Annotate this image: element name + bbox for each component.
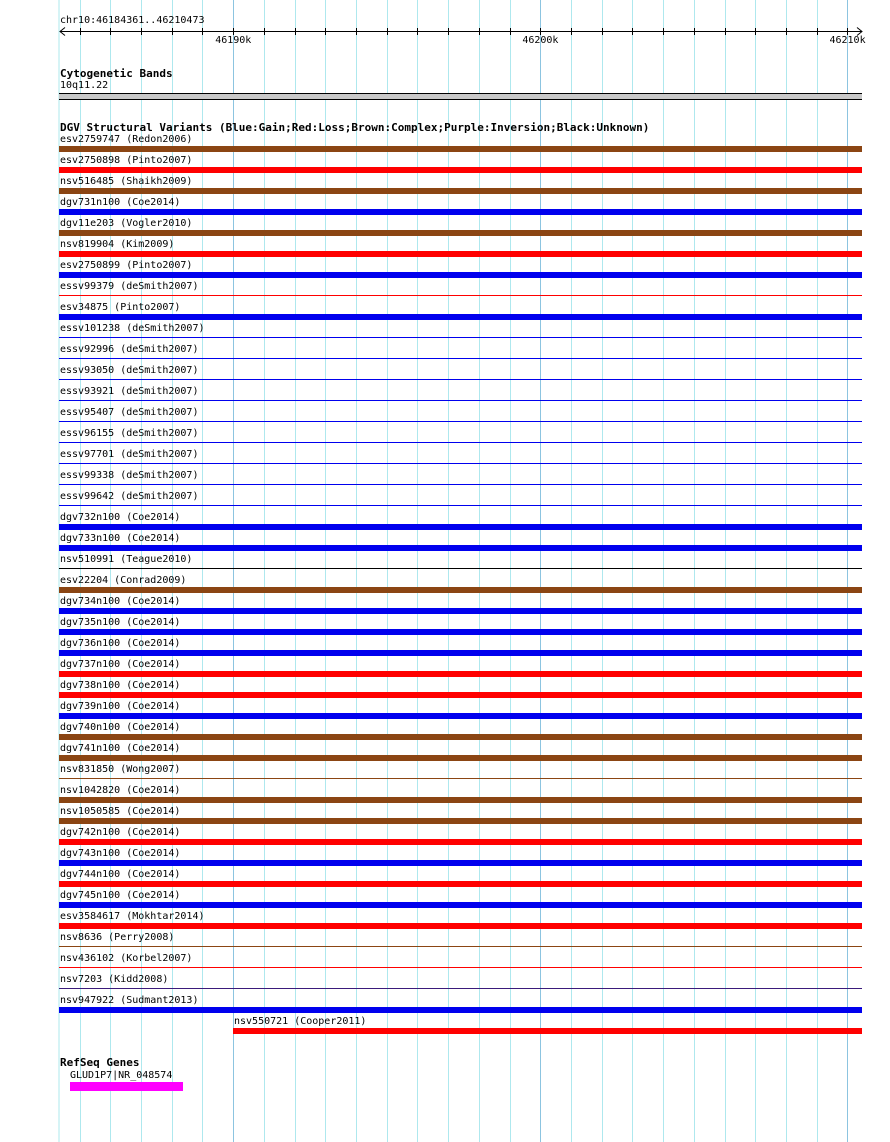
variant-bar-brown[interactable] bbox=[59, 734, 862, 740]
variant-bar-brown[interactable] bbox=[59, 778, 862, 779]
variant-bar-blue[interactable] bbox=[59, 713, 862, 719]
variant-label[interactable]: nsv8636 (Perry2008) bbox=[60, 932, 175, 943]
variant-bar-blue[interactable] bbox=[59, 379, 862, 380]
variant-bar-blue[interactable] bbox=[59, 860, 862, 866]
variant-label[interactable]: essv99642 (deSmith2007) bbox=[60, 491, 199, 502]
gene-bar[interactable] bbox=[70, 1082, 183, 1091]
variant-bar-blue[interactable] bbox=[59, 902, 862, 908]
variant-label[interactable]: dgv733n100 (Coe2014) bbox=[60, 533, 181, 544]
variant-label[interactable]: nsv1042820 (Coe2014) bbox=[60, 785, 181, 796]
variant-bar-brown[interactable] bbox=[59, 146, 862, 152]
variant-label[interactable]: dgv731n100 (Coe2014) bbox=[60, 197, 181, 208]
variant-bar-blue[interactable] bbox=[59, 272, 862, 278]
variant-label[interactable]: dgv11e203 (Vogler2010) bbox=[60, 218, 193, 229]
variant-label[interactable]: dgv732n100 (Coe2014) bbox=[60, 512, 181, 523]
variant-bar-red[interactable] bbox=[59, 295, 862, 296]
variant-bar-blue[interactable] bbox=[59, 314, 862, 320]
variant-bar-brown[interactable] bbox=[59, 818, 862, 824]
variant-label[interactable]: nsv831850 (Wong2007) bbox=[60, 764, 181, 775]
variant-bar-red[interactable] bbox=[59, 251, 862, 257]
variant-label[interactable]: nsv436102 (Korbel2007) bbox=[60, 953, 193, 964]
variant-label[interactable]: essv99338 (deSmith2007) bbox=[60, 470, 199, 481]
variant-label[interactable]: dgv742n100 (Coe2014) bbox=[60, 827, 181, 838]
variant-label[interactable]: dgv745n100 (Coe2014) bbox=[60, 890, 181, 901]
variant-label[interactable]: esv3584617 (Mokhtar2014) bbox=[60, 911, 205, 922]
gene-label[interactable]: GLUD1P7|NR_048574 bbox=[70, 1070, 173, 1081]
variant-bar-blue[interactable] bbox=[59, 608, 862, 614]
variant-label[interactable]: nsv516485 (Shaikh2009) bbox=[60, 176, 193, 187]
variant-label[interactable]: essv96155 (deSmith2007) bbox=[60, 428, 199, 439]
variant-bar-blue[interactable] bbox=[59, 650, 862, 656]
variant-bar-blue[interactable] bbox=[59, 545, 862, 551]
variant-label[interactable]: dgv735n100 (Coe2014) bbox=[60, 617, 181, 628]
variant-bar-black[interactable] bbox=[59, 568, 862, 569]
region-label: chr10:46184361..46210473 bbox=[60, 15, 205, 26]
variant-bar-blue[interactable] bbox=[59, 524, 862, 530]
variant-label[interactable]: nsv819904 (Kim2009) bbox=[60, 239, 175, 250]
variant-label[interactable]: dgv738n100 (Coe2014) bbox=[60, 680, 181, 691]
cytoband-track-title: Cytogenetic Bands bbox=[60, 67, 173, 80]
variant-bar-red[interactable] bbox=[233, 1028, 862, 1034]
variant-bar-blue[interactable] bbox=[59, 629, 862, 635]
dgv-track-title: DGV Structural Variants (Blue:Gain;Red:Loss;Brown:Complex;Purple:Inversion;Black:Unknown) bbox=[60, 121, 650, 134]
variant-label[interactable]: dgv736n100 (Coe2014) bbox=[60, 638, 181, 649]
variant-label[interactable]: essv95407 (deSmith2007) bbox=[60, 407, 199, 418]
variant-label[interactable]: nsv947922 (Sudmant2013) bbox=[60, 995, 199, 1006]
variant-bar-blue[interactable] bbox=[59, 505, 862, 506]
variant-label[interactable]: dgv739n100 (Coe2014) bbox=[60, 701, 181, 712]
variant-label[interactable]: essv97701 (deSmith2007) bbox=[60, 449, 199, 460]
variant-bar-brown[interactable] bbox=[59, 946, 862, 947]
variant-label[interactable]: nsv510991 (Teague2010) bbox=[60, 554, 193, 565]
cytoband-bar[interactable] bbox=[59, 93, 862, 100]
variant-label[interactable]: essv99379 (deSmith2007) bbox=[60, 281, 199, 292]
variant-bar-brown[interactable] bbox=[59, 230, 862, 236]
variant-bar-blue[interactable] bbox=[59, 1007, 862, 1013]
ruler-label: 46200k bbox=[522, 35, 559, 46]
variant-bar-blue[interactable] bbox=[59, 337, 862, 338]
variant-label[interactable]: dgv734n100 (Coe2014) bbox=[60, 596, 181, 607]
variant-label[interactable]: essv92996 (deSmith2007) bbox=[60, 344, 199, 355]
refseq-track-title: RefSeq Genes bbox=[60, 1056, 140, 1069]
variant-label[interactable]: nsv1050585 (Coe2014) bbox=[60, 806, 181, 817]
variant-bar-brown[interactable] bbox=[59, 797, 862, 803]
cytoband-label[interactable]: 10q11.22 bbox=[60, 80, 109, 91]
ruler-label: 46190k bbox=[215, 35, 252, 46]
variant-label[interactable]: dgv740n100 (Coe2014) bbox=[60, 722, 181, 733]
variant-bar-blue[interactable] bbox=[59, 400, 862, 401]
variant-label[interactable]: dgv744n100 (Coe2014) bbox=[60, 869, 181, 880]
variant-bar-brown[interactable] bbox=[59, 587, 862, 593]
variant-bar-red[interactable] bbox=[59, 692, 862, 698]
variant-label[interactable]: essv93921 (deSmith2007) bbox=[60, 386, 199, 397]
variant-label[interactable]: esv34875 (Pinto2007) bbox=[60, 302, 181, 313]
variant-bar-blue[interactable] bbox=[59, 463, 862, 464]
variant-bar-red[interactable] bbox=[59, 671, 862, 677]
variant-label[interactable]: esv2750899 (Pinto2007) bbox=[60, 260, 193, 271]
variant-bar-purple[interactable] bbox=[59, 988, 862, 989]
variant-label[interactable]: esv22204 (Conrad2009) bbox=[60, 575, 187, 586]
variant-bar-red[interactable] bbox=[59, 881, 862, 887]
variant-bar-brown[interactable] bbox=[59, 755, 862, 761]
variant-label[interactable]: nsv7203 (Kidd2008) bbox=[60, 974, 169, 985]
variant-label[interactable]: essv93050 (deSmith2007) bbox=[60, 365, 199, 376]
variant-bar-brown[interactable] bbox=[59, 188, 862, 194]
variant-bar-blue[interactable] bbox=[59, 209, 862, 215]
variant-bar-red[interactable] bbox=[59, 923, 862, 929]
variant-bar-blue[interactable] bbox=[59, 484, 862, 485]
variant-bar-blue[interactable] bbox=[59, 442, 862, 443]
ruler-label: 46210k bbox=[829, 35, 866, 46]
variant-label[interactable]: nsv550721 (Cooper2011) bbox=[234, 1016, 367, 1027]
variant-label[interactable]: dgv741n100 (Coe2014) bbox=[60, 743, 181, 754]
variant-label[interactable]: esv2750898 (Pinto2007) bbox=[60, 155, 193, 166]
variant-bar-blue[interactable] bbox=[59, 358, 862, 359]
variant-bar-red[interactable] bbox=[59, 839, 862, 845]
variant-label[interactable]: esv2759747 (Redon2006) bbox=[60, 134, 193, 145]
variant-label[interactable]: dgv743n100 (Coe2014) bbox=[60, 848, 181, 859]
variant-label[interactable]: dgv737n100 (Coe2014) bbox=[60, 659, 181, 670]
variant-bar-red[interactable] bbox=[59, 967, 862, 968]
variant-bar-blue[interactable] bbox=[59, 421, 862, 422]
variant-label[interactable]: essv101238 (deSmith2007) bbox=[60, 323, 205, 334]
variant-bar-red[interactable] bbox=[59, 167, 862, 173]
